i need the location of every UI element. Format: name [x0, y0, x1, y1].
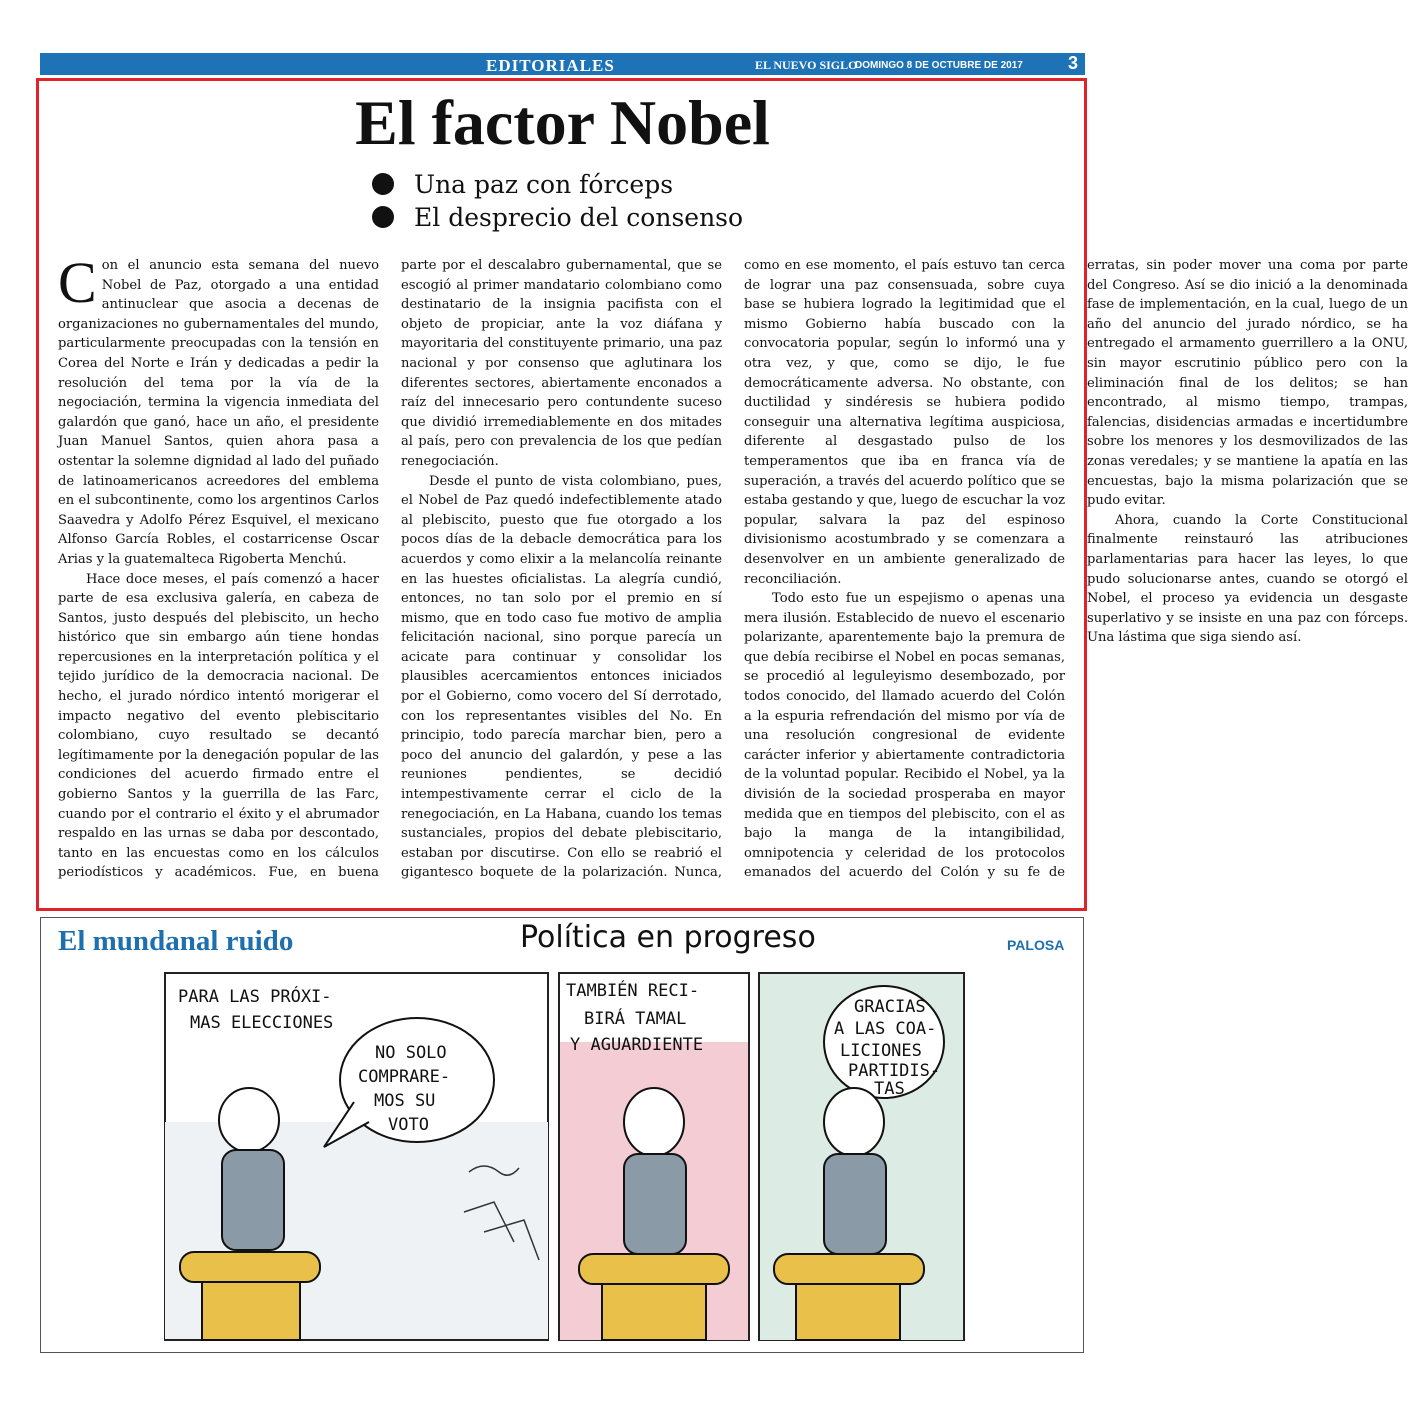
panel2-caption-line: BIRÁ TAMAL: [584, 1009, 687, 1029]
cartoon-strip: [164, 972, 965, 1341]
politician-figure: [824, 1088, 886, 1254]
page-number: 3: [1068, 53, 1079, 73]
subhead-text: El desprecio del consenso: [414, 203, 744, 232]
subhead-text: Una paz con fórceps: [414, 170, 674, 199]
cartoon-section-title: El mundanal ruido: [58, 925, 294, 957]
panel1-caption-line: PARA LAS PRÓXI-: [178, 987, 332, 1007]
bubble-text: GRACIAS: [854, 997, 926, 1017]
bubble-text: A LAS COA-: [834, 1019, 937, 1039]
article-headline: El factor Nobel: [355, 87, 770, 158]
bubble-text: COMPRARE-: [358, 1067, 451, 1087]
panel2-caption-line: TAMBIÉN RECI-: [566, 981, 700, 1001]
section-title: EDITORIALES: [486, 56, 615, 75]
bubble-text: NO SOLO: [375, 1043, 447, 1063]
bubble-text: TAS: [874, 1079, 905, 1099]
bullet-dot-icon: [372, 173, 394, 195]
podium-icon: [579, 1254, 729, 1340]
podium-icon: [180, 1252, 320, 1340]
bubble-text: VOTO: [388, 1115, 429, 1135]
paragraph: Desde el punto de vista colombiano, pues, el Nobel de Paz quedó indefectiblemente atado al plebiscito, puesto que fue otorgado a los pocos días de la debacle democrática para los acuerdos y como elixir a la melancolía reinante en las huestes oficialistas. La alegría cundió, entonces, no tan solo por el premio en sí mismo, que en todo caso fue motivo de amplia felicitación nacional, sino porque parecía un acicate para continuar y consolidar los plausibles acercamientos entonces iniciados por el Gobierno, como vocero del Sí derrotado, con los representantes visibles del No. En principio, todo parecía marchar bien, pero a poco del anuncio del galardón, y pese a las reuniones pendientes, se decidió intempestivamente cerrar el ciclo de la renegociación, en La Habana, cuando los temas sustanciales, propios del debate plebiscitario, estaban por discutirse. Con ello se reabrió el gigantesco boquete de la polarización. Nunca, como en ese momento, el país estuvo tan cerca de lograr una paz consensuada, sobre cuya base se hubiera logrado la legitimidad que el mismo Gobierno había buscado con la convocatoria popular, según lo informó una y otra vez, y que, como se dijo, le fue democráticamente adversa. No obstante, con ductilidad y sindéresis se hubiera podido conseguir una alternativa legítima auspiciosa, diferente al desgastado pulso de los temperamentos que iba en franca vía de superación, a través del acuerdo político que se estaba gestando y que, luego de escuchar la voz popular, salvara la paz del espinoso divisionismo acostumbrado y se comenzara a desenvolver en un ambiente generalizado de reconciliación.: [401, 258, 1065, 881]
issue-date: DOMINGO 8 DE OCTUBRE DE 2017: [855, 60, 1023, 71]
bubble-text: LICIONES: [840, 1041, 922, 1061]
paragraph: Hace doce meses, el país comenzó a hacer parte de esa exclusiva galería, en cabeza de Santos, justo después del plebiscito, un hecho histórico que sin embargo aún tiene hondas repercusiones en la interpretación política y el tejido jurídico de la democracia nacional. De hecho, el jurado nórdico intentó morigerar el impacto negativo del evento plebiscitario colombiano, cuyo resultado se decantó legítimamente por la denegación popular de las condiciones del acuerdo firmado entre el gobierno Santos y la guerrilla de las Farc, cuando por el contrario el éxito y el abrumador respaldo en las urnas se daba por descontado, tanto en las encuestas como en los cálculos periodísticos y académicos. Fue, en buena parte por el descalabro gubernamental, que se escogió al primer mandatario colombiano como destinatario de la insignia pacifista con el objeto de propiciar, ante la voz diáfana y mayoritaria del constituyente primario, una paz nacional y por consenso que aglutinara los diferentes sectores, abiertamente enconados a raíz del innecesario pero contundente suceso que dividió irremediablemente en dos mitades al país, pero con prevalencia de los que pedían renegociación.: [58, 258, 722, 881]
panel1-caption-line: MAS ELECCIONES: [190, 1013, 334, 1033]
bubble-text: PARTIDIS-: [848, 1061, 941, 1081]
paragraph: Todo esto fue un espejismo o apenas una mera ilusión. Establecido de nuevo el escenario polarizante, aparentemente bajo la premura de que debía recibirse el Nobel en pocas semanas, se procedió al leguleyismo desembozado, por todos conocido, del llamado acuerdo del Colón a la espuria refrendación del mismo por vía de una resolución congresional de evidente carácter inferior y abiertamente contradictoria de la voluntad popular. Recibido el Nobel, ya la división de la sociedad prosperaba en mayor medida que en tiempos del plebiscito, con el as bajo la manga de la intangibilidad, omnipotencia y celeridad de los protocolos emanados del acuerdo del Colón y su fe de erratas, sin poder mover una coma por parte del Congreso. Así se dio inició a la denominada fase de implementación, en la cual, luego de un año del anuncio del jurado nórdico, se ha entregado el armamento guerrillero a la ONU, sin mayor escrutinio público pero con la eliminación final de los delitos; se han encontrado, al mismo tiempo, trampas, falencias, disidencias armadas e incertidumbre sobre los menores y los desmovilizados de las zonas veredales; y se mantiene la apatía en las encuestas, bajo la misma polarización que se pudo evitar.: [744, 258, 1408, 881]
cartoon-panel-2: [559, 973, 749, 1340]
newspaper-name: EL NUEVO SIGLO: [755, 58, 858, 72]
cartoon-panel-3: [759, 973, 964, 1340]
subhead-bullet-2: [372, 203, 743, 232]
panel2-caption-line: Y AGUARDIENTE: [570, 1035, 704, 1055]
article-body: [58, 250, 1408, 886]
subhead-bullet-1: [372, 170, 673, 199]
drop-cap: C: [58, 250, 97, 315]
bullet-dot-icon: [372, 206, 394, 228]
paragraph: Ahora, cuando la Corte Constitucional finalmente reinstauró las atribuciones parlamentarias para hacer las leyes, lo que pudo solucionarse antes, cuando se otorgó el Nobel, el proceso ya evidencia un desgaste superlativo y se insiste en una paz con fórceps. Una lástima que siga siendo así.: [1087, 512, 1408, 646]
cartoon-author: PALOSA: [1007, 937, 1065, 953]
cartoon-title: Política en progreso: [520, 920, 816, 955]
bubble-text: MOS SU: [374, 1091, 436, 1111]
politician-figure: [624, 1088, 686, 1254]
paragraph: Con el anuncio esta semana del nuevo Nobel de Paz, otorgado a una entidad antinuclear que asocia a decenas de organizaciones no gubernamentales del mundo, particularmente preocupadas con la tensión en Corea del Norte e Irán y dedicadas a pedir la resolución del tema por la vía de la negociación, termina la vigencia inmediata del galardón que ganó, hace un año, el presidente Juan Manuel Santos, quien ahora pasa a ostentar la solemne dignidad al lado del puñado de latinoamericanos acreedores del emblema en el subcontinente, como los argentinos Carlos Saavedra y Adolfo Pérez Esquivel, el mexicano Alfonso García Robles, el costarricense Oscar Arias y la guatemalteca Rigoberta Menchú.: [58, 250, 379, 567]
politician-figure: [219, 1088, 284, 1250]
cartoon-panel-1: [165, 973, 548, 1340]
